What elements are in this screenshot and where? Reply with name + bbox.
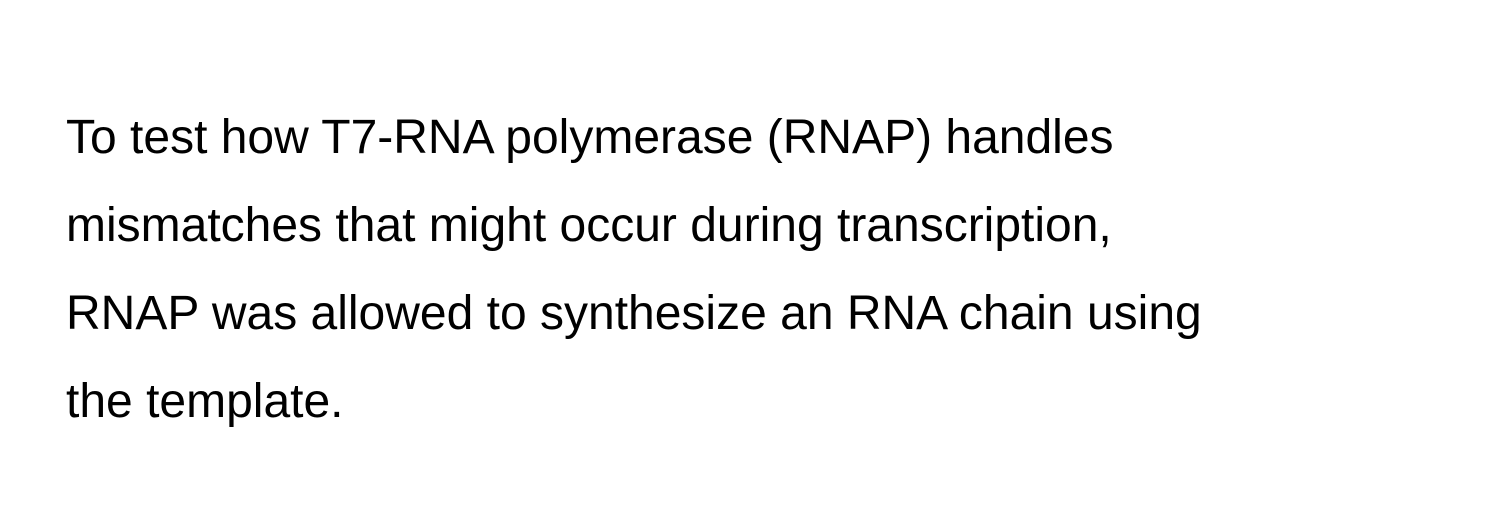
paragraph-line-2: mismatches that might occur during transcription, [66,199,1112,252]
paragraph-line-3: RNAP was allowed to synthesize an RNA chain using [66,287,1202,340]
question-paragraph [66,94,1456,446]
paragraph-line-4: the template. [66,375,344,428]
paragraph-line-1: To test how T7-RNA polymerase (RNAP) handles [66,111,1114,164]
